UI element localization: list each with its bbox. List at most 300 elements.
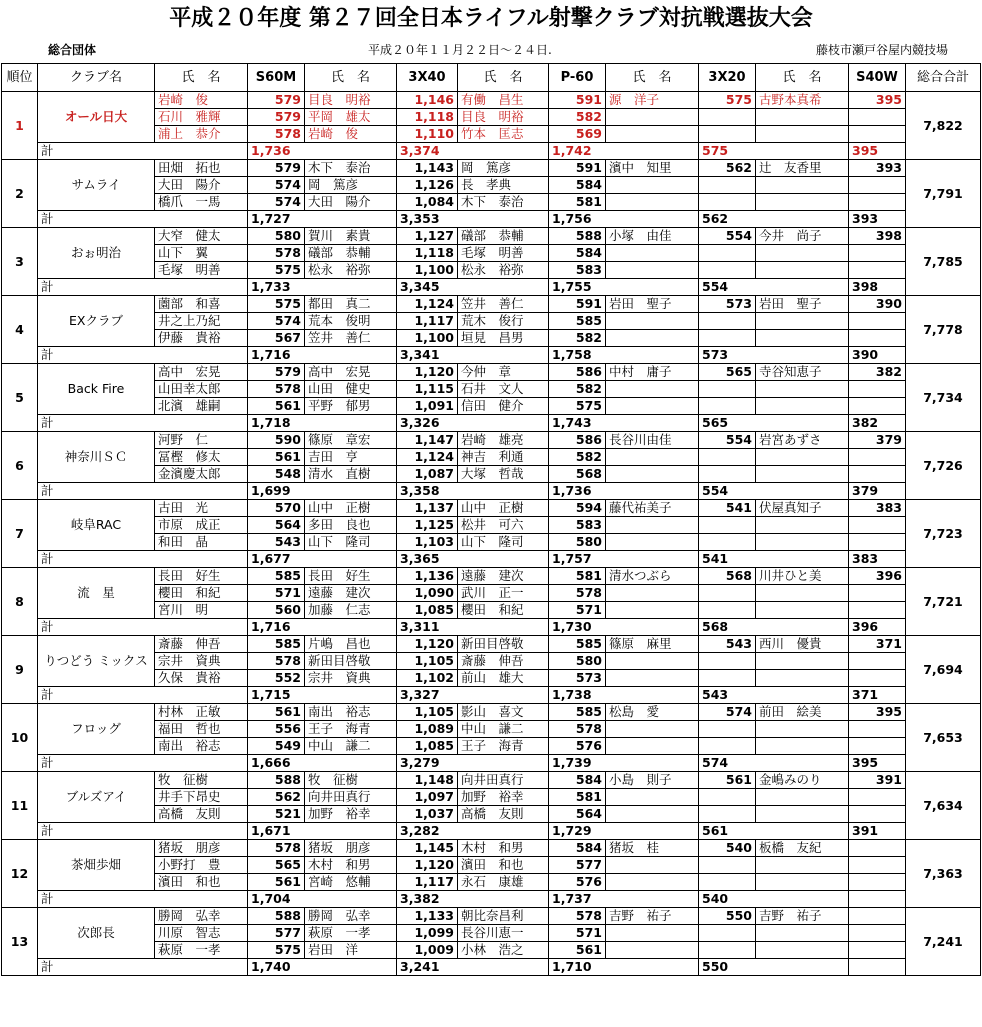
s40w-empty-cell	[849, 585, 906, 602]
s60m-shooter-name: 金濱慶太郎	[155, 466, 248, 483]
s60m-shooter-name: 小野打 豊	[155, 857, 248, 874]
x320-empty-cell	[699, 466, 756, 483]
x340-shooter-name: 山中 正樹	[305, 500, 397, 517]
team-subtotal-row	[2, 619, 981, 636]
s40w-empty-cell	[756, 602, 849, 619]
s60m-shooter-score: 574	[248, 194, 305, 211]
s60m-shooter-score: 543	[248, 534, 305, 551]
s60m-shooter-score: 588	[248, 908, 305, 925]
x320-subtotal: 540	[699, 891, 849, 908]
s60m-shooter-name: 岩崎 俊	[155, 92, 248, 109]
s40w-empty-cell	[756, 313, 849, 330]
team-grand-total: 7,363	[906, 840, 981, 908]
x320-shooter-name: 猪坂 桂	[606, 840, 699, 857]
s40w-empty-cell	[849, 857, 906, 874]
s60m-shooter-score: 579	[248, 364, 305, 381]
team-grand-total: 7,778	[906, 296, 981, 364]
p60-subtotal: 1,757	[549, 551, 699, 568]
x320-empty-cell	[606, 789, 699, 806]
header-s40w: S40W	[849, 64, 906, 92]
x340-subtotal: 3,358	[397, 483, 549, 500]
p60-shooter-score: 591	[549, 296, 606, 313]
s40w-empty-cell	[849, 789, 906, 806]
p60-shooter-name: 松永 裕弥	[458, 262, 549, 279]
x320-empty-cell	[699, 857, 756, 874]
team-row	[2, 772, 981, 789]
s60m-shooter-name: 櫻田 和紀	[155, 585, 248, 602]
x340-shooter-score: 1,127	[397, 228, 458, 245]
s40w-shooter-name: 吉野 祐子	[756, 908, 849, 925]
x340-shooter-name: 王子 海青	[305, 721, 397, 738]
x340-shooter-score: 1,133	[397, 908, 458, 925]
x340-shooter-name: 木村 和男	[305, 857, 397, 874]
team-club-name: 茶畑歩畑	[38, 840, 155, 891]
p60-shooter-score: 585	[549, 313, 606, 330]
x340-shooter-score: 1,102	[397, 670, 458, 687]
x320-shooter-name: 濱中 知里	[606, 160, 699, 177]
x320-empty-cell	[699, 245, 756, 262]
team-row	[2, 432, 981, 449]
s60m-shooter-name: 大窄 健太	[155, 228, 248, 245]
p60-shooter-name: 影山 喜文	[458, 704, 549, 721]
x320-subtotal: 561	[699, 823, 849, 840]
x340-shooter-name: 牧 征樹	[305, 772, 397, 789]
p60-shooter-name: 中山 謙二	[458, 721, 549, 738]
x340-shooter-score: 1,148	[397, 772, 458, 789]
s40w-empty-cell	[849, 466, 906, 483]
x340-shooter-score: 1,137	[397, 500, 458, 517]
x340-shooter-score: 1,100	[397, 330, 458, 347]
team-club-name: サムライ	[38, 160, 155, 211]
s60m-shooter-name: 川原 智志	[155, 925, 248, 942]
team-rank: 1	[2, 92, 38, 160]
s40w-empty-cell	[849, 449, 906, 466]
x320-shooter-name: 中村 庸子	[606, 364, 699, 381]
team-subtotal-row	[2, 823, 981, 840]
x320-shooter-score: 573	[699, 296, 756, 313]
x320-subtotal: 562	[699, 211, 849, 228]
x320-subtotal: 568	[699, 619, 849, 636]
x320-empty-cell	[699, 602, 756, 619]
x320-shooter-name: 岩田 聖子	[606, 296, 699, 313]
p60-shooter-name: 加野 裕幸	[458, 789, 549, 806]
header-name: 氏 名	[458, 64, 549, 92]
s60m-shooter-score: 578	[248, 381, 305, 398]
s40w-shooter-score: 395	[849, 92, 906, 109]
p60-shooter-score: 561	[549, 942, 606, 959]
x340-subtotal: 3,282	[397, 823, 549, 840]
subtotal-label: 計	[38, 891, 248, 908]
s40w-empty-cell	[756, 245, 849, 262]
x340-shooter-name: 長田 好生	[305, 568, 397, 585]
p60-shooter-score: 584	[549, 840, 606, 857]
s60m-shooter-name: 和田 晶	[155, 534, 248, 551]
s60m-shooter-score: 578	[248, 245, 305, 262]
team-subtotal-row	[2, 551, 981, 568]
s40w-subtotal: 395	[849, 755, 981, 772]
s40w-empty-cell	[849, 653, 906, 670]
s60m-shooter-name: 浦上 恭介	[155, 126, 248, 143]
x340-shooter-score: 1,105	[397, 704, 458, 721]
p60-subtotal: 1,737	[549, 891, 699, 908]
p60-shooter-name: 今仲 章	[458, 364, 549, 381]
x340-subtotal: 3,279	[397, 755, 549, 772]
p60-shooter-name: 礒部 恭輔	[458, 228, 549, 245]
s40w-empty-cell	[756, 534, 849, 551]
team-row	[2, 568, 981, 585]
x340-subtotal: 3,382	[397, 891, 549, 908]
x320-empty-cell	[699, 806, 756, 823]
p60-shooter-name: 松井 可六	[458, 517, 549, 534]
s40w-empty-cell	[756, 466, 849, 483]
p60-shooter-name: 斎藤 伸吾	[458, 653, 549, 670]
p60-shooter-name: 新田目啓敬	[458, 636, 549, 653]
s40w-subtotal: 398	[849, 279, 981, 296]
x340-shooter-name: 勝岡 弘幸	[305, 908, 397, 925]
s60m-shooter-score: 590	[248, 432, 305, 449]
x320-empty-cell	[699, 721, 756, 738]
x340-subtotal: 3,365	[397, 551, 549, 568]
x340-subtotal: 3,341	[397, 347, 549, 364]
s60m-shooter-name: 橋爪 一馬	[155, 194, 248, 211]
x320-subtotal: 573	[699, 347, 849, 364]
p60-subtotal: 1,743	[549, 415, 699, 432]
x320-empty-cell	[606, 806, 699, 823]
x320-subtotal: 543	[699, 687, 849, 704]
p60-shooter-name: 木下 泰治	[458, 194, 549, 211]
s40w-shooter-score: 391	[849, 772, 906, 789]
team-subtotal-row	[2, 483, 981, 500]
x320-empty-cell	[606, 330, 699, 347]
p60-shooter-score: 580	[549, 534, 606, 551]
x340-shooter-score: 1,097	[397, 789, 458, 806]
s40w-empty-cell	[756, 381, 849, 398]
s40w-subtotal: 391	[849, 823, 981, 840]
s40w-shooter-name: 岩田 聖子	[756, 296, 849, 313]
s60m-shooter-score: 562	[248, 789, 305, 806]
x340-shooter-name: 都田 真二	[305, 296, 397, 313]
p60-shooter-name: 竹本 匡志	[458, 126, 549, 143]
team-row	[2, 160, 981, 177]
header-grand-total: 総合合計	[906, 64, 981, 92]
s40w-shooter-score: 383	[849, 500, 906, 517]
p60-shooter-score: 573	[549, 670, 606, 687]
p60-shooter-score: 584	[549, 177, 606, 194]
s40w-empty-cell	[849, 942, 906, 959]
s40w-shooter-score	[849, 908, 906, 925]
team-grand-total: 7,791	[906, 160, 981, 228]
s60m-shooter-name: 福田 哲也	[155, 721, 248, 738]
s60m-shooter-score: 570	[248, 500, 305, 517]
x320-empty-cell	[606, 466, 699, 483]
x340-shooter-name: 岩崎 俊	[305, 126, 397, 143]
x320-empty-cell	[606, 109, 699, 126]
p60-shooter-name: 前山 雄大	[458, 670, 549, 687]
p60-shooter-name: 小林 浩之	[458, 942, 549, 959]
s60m-shooter-name: 村林 正敏	[155, 704, 248, 721]
s40w-subtotal	[849, 891, 981, 908]
s60m-shooter-score: 575	[248, 296, 305, 313]
team-subtotal-row	[2, 415, 981, 432]
s40w-empty-cell	[756, 721, 849, 738]
p60-shooter-score: 568	[549, 466, 606, 483]
s40w-empty-cell	[849, 517, 906, 534]
subtotal-label: 計	[38, 823, 248, 840]
s60m-subtotal: 1,727	[248, 211, 397, 228]
team-grand-total: 7,723	[906, 500, 981, 568]
header-name: 氏 名	[606, 64, 699, 92]
p60-shooter-score: 578	[549, 585, 606, 602]
s40w-empty-cell	[849, 330, 906, 347]
x340-shooter-score: 1,105	[397, 653, 458, 670]
x340-shooter-name: 大田 陽介	[305, 194, 397, 211]
s40w-empty-cell	[756, 653, 849, 670]
p60-shooter-name: 石井 文人	[458, 381, 549, 398]
team-row	[2, 636, 981, 653]
p60-shooter-name: 武川 正一	[458, 585, 549, 602]
p60-shooter-score: 582	[549, 109, 606, 126]
x320-empty-cell	[699, 262, 756, 279]
s40w-subtotal	[849, 959, 981, 976]
team-club-name: 流 星	[38, 568, 155, 619]
x320-subtotal: 554	[699, 483, 849, 500]
x320-shooter-score: 541	[699, 500, 756, 517]
team-rank: 6	[2, 432, 38, 500]
s40w-shooter-name: 寺谷知恵子	[756, 364, 849, 381]
x320-empty-cell	[606, 602, 699, 619]
x320-empty-cell	[699, 874, 756, 891]
x320-empty-cell	[606, 670, 699, 687]
s60m-shooter-name: 河野 仁	[155, 432, 248, 449]
x340-shooter-name: 中山 謙二	[305, 738, 397, 755]
x340-shooter-score: 1,136	[397, 568, 458, 585]
x340-shooter-score: 1,125	[397, 517, 458, 534]
s40w-empty-cell	[849, 534, 906, 551]
x320-empty-cell	[699, 398, 756, 415]
s60m-shooter-score: 575	[248, 262, 305, 279]
s60m-shooter-name: 南出 裕志	[155, 738, 248, 755]
x320-empty-cell	[699, 381, 756, 398]
s60m-shooter-name: 濱田 和也	[155, 874, 248, 891]
p60-shooter-score: 571	[549, 602, 606, 619]
x320-empty-cell	[606, 398, 699, 415]
results-table	[1, 63, 981, 976]
x340-shooter-name: 岡 篤彦	[305, 177, 397, 194]
s60m-shooter-name: 久保 貴裕	[155, 670, 248, 687]
s40w-shooter-score: 398	[849, 228, 906, 245]
subtotal-label: 計	[38, 755, 248, 772]
p60-subtotal: 1,738	[549, 687, 699, 704]
x340-shooter-name: 向井田真行	[305, 789, 397, 806]
s60m-shooter-score: 575	[248, 942, 305, 959]
subtotal-label: 計	[38, 143, 248, 160]
x320-empty-cell	[606, 381, 699, 398]
subtotal-label: 計	[38, 347, 248, 364]
team-rank: 5	[2, 364, 38, 432]
team-club-name: Back Fire	[38, 364, 155, 415]
x340-shooter-name: 木下 泰治	[305, 160, 397, 177]
p60-shooter-score: 588	[549, 228, 606, 245]
p60-shooter-name: 信田 健介	[458, 398, 549, 415]
s40w-shooter-name: 前田 絵美	[756, 704, 849, 721]
x320-shooter-score: 540	[699, 840, 756, 857]
p60-subtotal: 1,758	[549, 347, 699, 364]
x340-subtotal: 3,345	[397, 279, 549, 296]
x340-shooter-name: 南出 裕志	[305, 704, 397, 721]
team-grand-total: 7,822	[906, 92, 981, 160]
team-grand-total: 7,634	[906, 772, 981, 840]
s40w-shooter-name: 古野本真希	[756, 92, 849, 109]
s40w-empty-cell	[756, 262, 849, 279]
team-subtotal-row	[2, 959, 981, 976]
s40w-shooter-name: 今井 尚子	[756, 228, 849, 245]
x320-empty-cell	[606, 449, 699, 466]
x320-subtotal: 565	[699, 415, 849, 432]
s40w-shooter-score: 371	[849, 636, 906, 653]
s40w-empty-cell	[756, 109, 849, 126]
s60m-shooter-score: 577	[248, 925, 305, 942]
s40w-empty-cell	[756, 925, 849, 942]
s60m-shooter-score: 578	[248, 653, 305, 670]
s40w-empty-cell	[756, 330, 849, 347]
p60-shooter-name: 高橋 友則	[458, 806, 549, 823]
s40w-empty-cell	[756, 942, 849, 959]
p60-shooter-score: 585	[549, 704, 606, 721]
x320-empty-cell	[699, 585, 756, 602]
p60-shooter-name: 毛塚 明善	[458, 245, 549, 262]
s60m-subtotal: 1,677	[248, 551, 397, 568]
s60m-shooter-name: 萩原 一孝	[155, 942, 248, 959]
x340-subtotal: 3,311	[397, 619, 549, 636]
s40w-empty-cell	[756, 517, 849, 534]
x340-shooter-score: 1,117	[397, 874, 458, 891]
s60m-subtotal: 1,699	[248, 483, 397, 500]
x340-shooter-score: 1,110	[397, 126, 458, 143]
s40w-empty-cell	[849, 381, 906, 398]
header-name: 氏 名	[756, 64, 849, 92]
p60-shooter-score: 584	[549, 245, 606, 262]
s40w-empty-cell	[756, 670, 849, 687]
x340-subtotal: 3,374	[397, 143, 549, 160]
team-subtotal-row	[2, 755, 981, 772]
x340-shooter-score: 1,126	[397, 177, 458, 194]
x340-shooter-name: 笠井 善仁	[305, 330, 397, 347]
x320-empty-cell	[699, 925, 756, 942]
x340-subtotal: 3,241	[397, 959, 549, 976]
x320-subtotal: 541	[699, 551, 849, 568]
s60m-shooter-score: 574	[248, 313, 305, 330]
team-club-name: フロッグ	[38, 704, 155, 755]
x340-shooter-name: 目良 明裕	[305, 92, 397, 109]
p60-shooter-name: 大塚 哲哉	[458, 466, 549, 483]
p60-shooter-score: 578	[549, 721, 606, 738]
x340-shooter-score: 1,147	[397, 432, 458, 449]
team-row	[2, 500, 981, 517]
s60m-subtotal: 1,733	[248, 279, 397, 296]
s60m-shooter-name: 長田 好生	[155, 568, 248, 585]
team-grand-total: 7,653	[906, 704, 981, 772]
x320-empty-cell	[699, 942, 756, 959]
s40w-empty-cell	[849, 925, 906, 942]
p60-shooter-name: 山中 正樹	[458, 500, 549, 517]
x340-shooter-name: 萩原 一孝	[305, 925, 397, 942]
p60-shooter-score: 584	[549, 772, 606, 789]
s60m-subtotal: 1,715	[248, 687, 397, 704]
s60m-subtotal: 1,716	[248, 619, 397, 636]
p60-shooter-score: 576	[549, 874, 606, 891]
p60-shooter-score: 585	[549, 636, 606, 653]
x320-empty-cell	[699, 313, 756, 330]
s60m-shooter-name: 宮川 明	[155, 602, 248, 619]
x320-empty-cell	[606, 262, 699, 279]
s40w-empty-cell	[849, 194, 906, 211]
x340-shooter-score: 1,124	[397, 449, 458, 466]
s40w-shooter-score	[849, 840, 906, 857]
x340-shooter-name: 高中 宏晃	[305, 364, 397, 381]
subtotal-label: 計	[38, 959, 248, 976]
team-subtotal-row	[2, 347, 981, 364]
p60-shooter-score: 581	[549, 789, 606, 806]
p60-shooter-name: 岩崎 雄亮	[458, 432, 549, 449]
x320-subtotal: 575	[699, 143, 849, 160]
p60-shooter-name: 王子 海青	[458, 738, 549, 755]
s60m-subtotal: 1,666	[248, 755, 397, 772]
x320-empty-cell	[606, 721, 699, 738]
team-rank: 12	[2, 840, 38, 908]
x320-subtotal: 550	[699, 959, 849, 976]
team-row	[2, 92, 981, 109]
s60m-shooter-score: 556	[248, 721, 305, 738]
s60m-shooter-score: 585	[248, 568, 305, 585]
s40w-shooter-name: 岩宮あずさ	[756, 432, 849, 449]
p60-shooter-name: 山下 隆司	[458, 534, 549, 551]
x320-empty-cell	[699, 534, 756, 551]
x320-shooter-score: 554	[699, 432, 756, 449]
team-subtotal-row	[2, 687, 981, 704]
team-row	[2, 364, 981, 381]
x340-shooter-score: 1,117	[397, 313, 458, 330]
x340-shooter-score: 1,084	[397, 194, 458, 211]
s40w-empty-cell	[849, 109, 906, 126]
s60m-shooter-score: 578	[248, 126, 305, 143]
x320-empty-cell	[606, 313, 699, 330]
s60m-shooter-score: 561	[248, 398, 305, 415]
s40w-empty-cell	[849, 602, 906, 619]
category-label: 総合団体	[48, 43, 97, 57]
team-rank: 13	[2, 908, 38, 976]
x340-shooter-name: 礒部 恭輔	[305, 245, 397, 262]
s40w-shooter-name: 金嶋みのり	[756, 772, 849, 789]
x340-shooter-score: 1,103	[397, 534, 458, 551]
p60-shooter-score: 580	[549, 653, 606, 670]
x320-empty-cell	[606, 517, 699, 534]
s60m-shooter-name: 宗井 資典	[155, 653, 248, 670]
x320-empty-cell	[606, 126, 699, 143]
p60-shooter-score: 583	[549, 517, 606, 534]
s60m-shooter-score: 549	[248, 738, 305, 755]
s60m-subtotal: 1,736	[248, 143, 397, 160]
x340-shooter-name: 加藤 仁志	[305, 602, 397, 619]
s60m-shooter-score: 571	[248, 585, 305, 602]
p60-shooter-score: 578	[549, 908, 606, 925]
s40w-empty-cell	[756, 585, 849, 602]
s40w-empty-cell	[849, 874, 906, 891]
s60m-subtotal: 1,718	[248, 415, 397, 432]
x340-shooter-score: 1,099	[397, 925, 458, 942]
s40w-subtotal: 390	[849, 347, 981, 364]
subtotal-label: 計	[38, 687, 248, 704]
x320-empty-cell	[606, 857, 699, 874]
